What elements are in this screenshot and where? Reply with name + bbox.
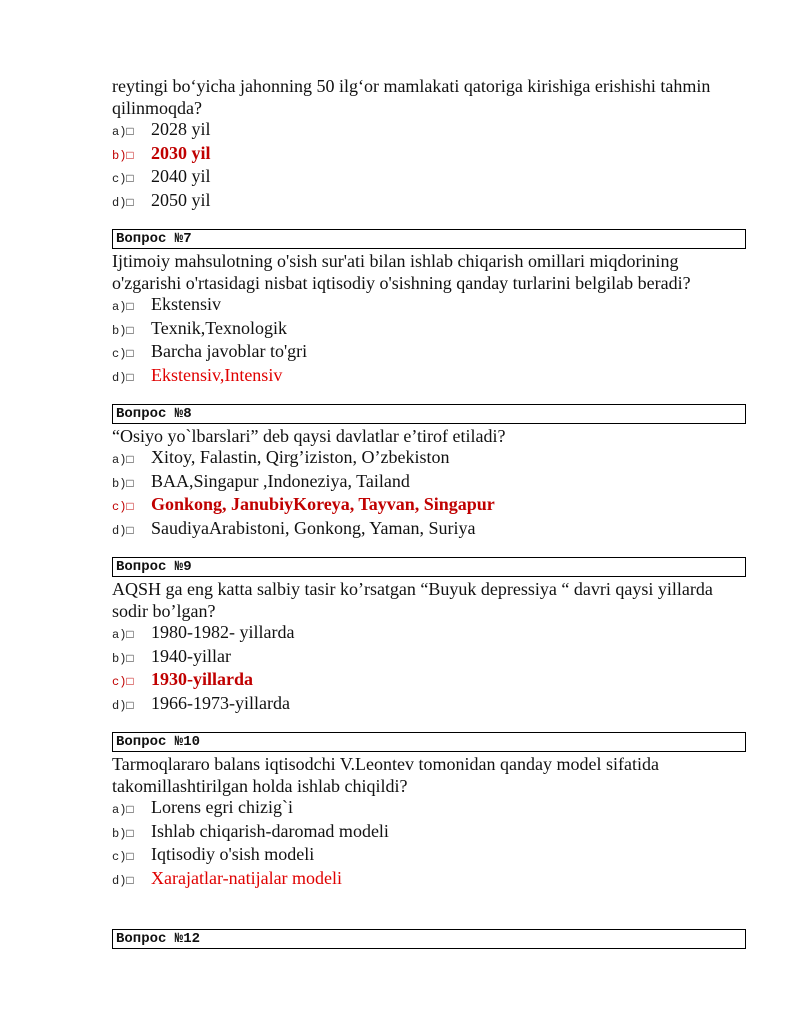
option-b[interactable]: b)□ BAA,Singapur ,Indoneziya, Tailand [112, 470, 410, 491]
option-a[interactable]: a)□ Xitoy, Falastin, Qirg’iziston, O’zbekiston [112, 447, 450, 467]
option-c-correct[interactable]: c)□ 1930-yillarda [112, 669, 253, 689]
question-8 [112, 425, 746, 541]
option-c[interactable]: c)□ Barcha javoblar to'gri [112, 341, 308, 361]
option-a[interactable]: a)□ Lorens egri chizig`i [112, 797, 293, 817]
question-text: Tarmoqlararo balans iqtisodchi V.Leontev tomonidan qanday model sifatida takomillashtirilgan holda ishlab chiqildi? [112, 754, 659, 796]
option-d[interactable]: d)□ 2050 yil [112, 189, 211, 210]
test-page [112, 74, 746, 949]
question-text: Ijtimoiy mahsulotning o'sish sur'ati bilan ishlab chiqarish omillari miqdorining o'zgarishi o'rtasidagi nisbat iqtisodiy o'sishning qanday turlarini belgilab beradi? [112, 251, 691, 293]
question-6 [112, 75, 746, 213]
option-b[interactable]: b)□ Texnik,Texnologik [112, 317, 287, 338]
option-d-correct[interactable]: d)□ Xarajatlar-natijalar modeli [112, 867, 343, 888]
question-7 [112, 250, 746, 388]
option-b[interactable]: b)□ Ishlab chiqarish-daromad modeli [112, 820, 389, 841]
question-10 [112, 753, 746, 891]
question-header-8: Вопрос №8 [112, 404, 746, 424]
option-a[interactable]: a)□ 2028 yil [112, 119, 211, 139]
question-header-10: Вопрос №10 [112, 732, 746, 752]
question-text: AQSH ga eng katta salbiy tasir ko’rsatgan “Buyuk depressiya “ davri qaysi yillarda sodir bo’lgan? [112, 579, 713, 621]
option-c[interactable]: c)□ Iqtisodiy o'sish modeli [112, 844, 315, 864]
option-a[interactable]: a)□ 1980-1982- yillarda [112, 622, 295, 642]
option-c-correct[interactable]: c)□ Gonkong, JanubiyKoreya, Tayvan, Singapur [112, 494, 495, 514]
question-header-9: Вопрос №9 [112, 557, 746, 577]
option-c[interactable]: c)□ 2040 yil [112, 166, 211, 186]
option-d[interactable]: d)□ 1966-1973-yillarda [112, 692, 290, 713]
question-9 [112, 578, 746, 716]
option-a[interactable]: a)□ Ekstensiv [112, 294, 221, 314]
question-text: reytingi bo‘yicha jahonning 50 ilg‘or mamlakati qatoriga kirishiga erishishi tahmin qilinmoqda? [112, 76, 711, 118]
option-d-correct[interactable]: d)□ Ekstensiv,Intensiv [112, 364, 283, 385]
option-d[interactable]: d)□ SaudiyaArabistoni, Gonkong, Yaman, Suriya [112, 517, 476, 538]
question-header-7: Вопрос №7 [112, 229, 746, 249]
option-b-correct[interactable]: b)□ 2030 yil [112, 142, 211, 163]
question-text: “Osiyo yo`lbarslari” deb qaysi davlatlar e’tirof etiladi? [112, 426, 506, 446]
option-b[interactable]: b)□ 1940-yillar [112, 645, 231, 666]
question-header-12: Вопрос №12 [112, 929, 746, 949]
